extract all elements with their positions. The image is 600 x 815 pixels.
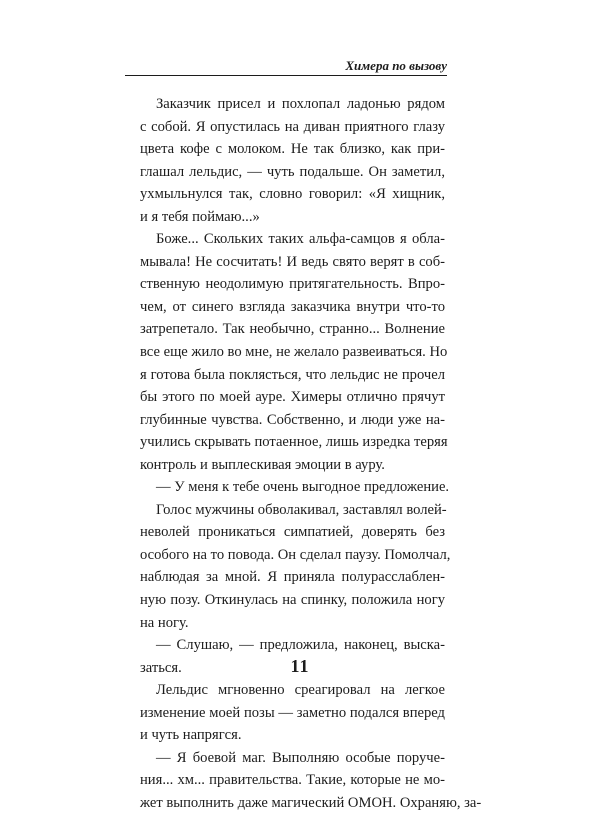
text-line: особого на то повода. Он сделал паузу. Помолчал, — [140, 546, 451, 563]
text-line: Голос мужчины обволакивал, заставлял волей- — [156, 501, 447, 518]
text-line: и я тебя поймаю...» — [140, 208, 260, 225]
text-line: жет выполнить даже магический ОМОН. Охраняю, за- — [140, 794, 482, 811]
text-line: бы этого по моей ауре. Химеры отлично прячут — [140, 389, 445, 406]
text-line: ственную неодолимую притягательность. Впро- — [140, 276, 445, 293]
text-line: — Слушаю, — предложила, наконец, выска- — [156, 637, 445, 654]
text-line: ную позу. Откинулась на спинку, положила ногу — [140, 592, 445, 609]
text-line: я готова была поклясться, что лельдис не прочел — [140, 366, 445, 383]
text-line: мывала! Не сосчитать! И ведь свято верят в соб- — [140, 253, 445, 270]
text-line: затрепетало. Так необычно, странно... Волнение — [140, 321, 445, 338]
running-header: Химера по вызову — [345, 58, 447, 73]
text-line: ухмыльнулся так, словно говорил: «Я хищник, — [140, 186, 445, 203]
text-line: Боже... Скольких таких альфа-самцов я обла- — [156, 231, 445, 248]
text-line: Заказчик присел и похлопал ладонью рядом — [156, 96, 445, 112]
text-line: — У меня к тебе очень выгодное предложение. — [156, 479, 450, 496]
text-line: с собой. Я опустилась на диван приятного глазу — [140, 118, 445, 135]
text-line: цвета кофе с молоком. Не так близко, как при- — [140, 141, 445, 158]
text-line: ния... хм... правительства. Такие, которые не мо- — [140, 772, 445, 789]
text-line: изменение моей позы — заметно подался вперед — [140, 704, 445, 721]
text-line: на ногу. — [140, 614, 189, 631]
text-line: Лельдис мгновенно среагировал на легкое — [156, 682, 445, 699]
text-line: наблюдая за мной. Я приняла полурасслаблен- — [140, 569, 445, 586]
body-text — [140, 93, 482, 815]
text-line: чем, от синего взгляда заказчика внутри что-то — [140, 298, 445, 315]
text-line: заться. — [140, 659, 182, 676]
text-line: контроль и выплескивая эмоции в ауру. — [140, 456, 385, 473]
text-line: учились скрывать потаенное, лишь изредка теряя — [140, 434, 448, 451]
text-line: глашал лельдис, — чуть подальше. Он заметил, — [140, 163, 445, 180]
text-line: — Я боевой маг. Выполняю особые поруче- — [156, 749, 445, 766]
header-rule — [125, 75, 447, 76]
text-line: неволей проникаться симпатией, доверять без — [140, 524, 445, 541]
text-line: глубинные чувства. Собственно, и люди уже на- — [140, 411, 445, 428]
text-line: все еще жило во мне, не желало развеиваться. Но — [140, 344, 448, 361]
page-number: 11 — [290, 656, 310, 676]
text-line: и чуть напрягся. — [140, 727, 242, 744]
